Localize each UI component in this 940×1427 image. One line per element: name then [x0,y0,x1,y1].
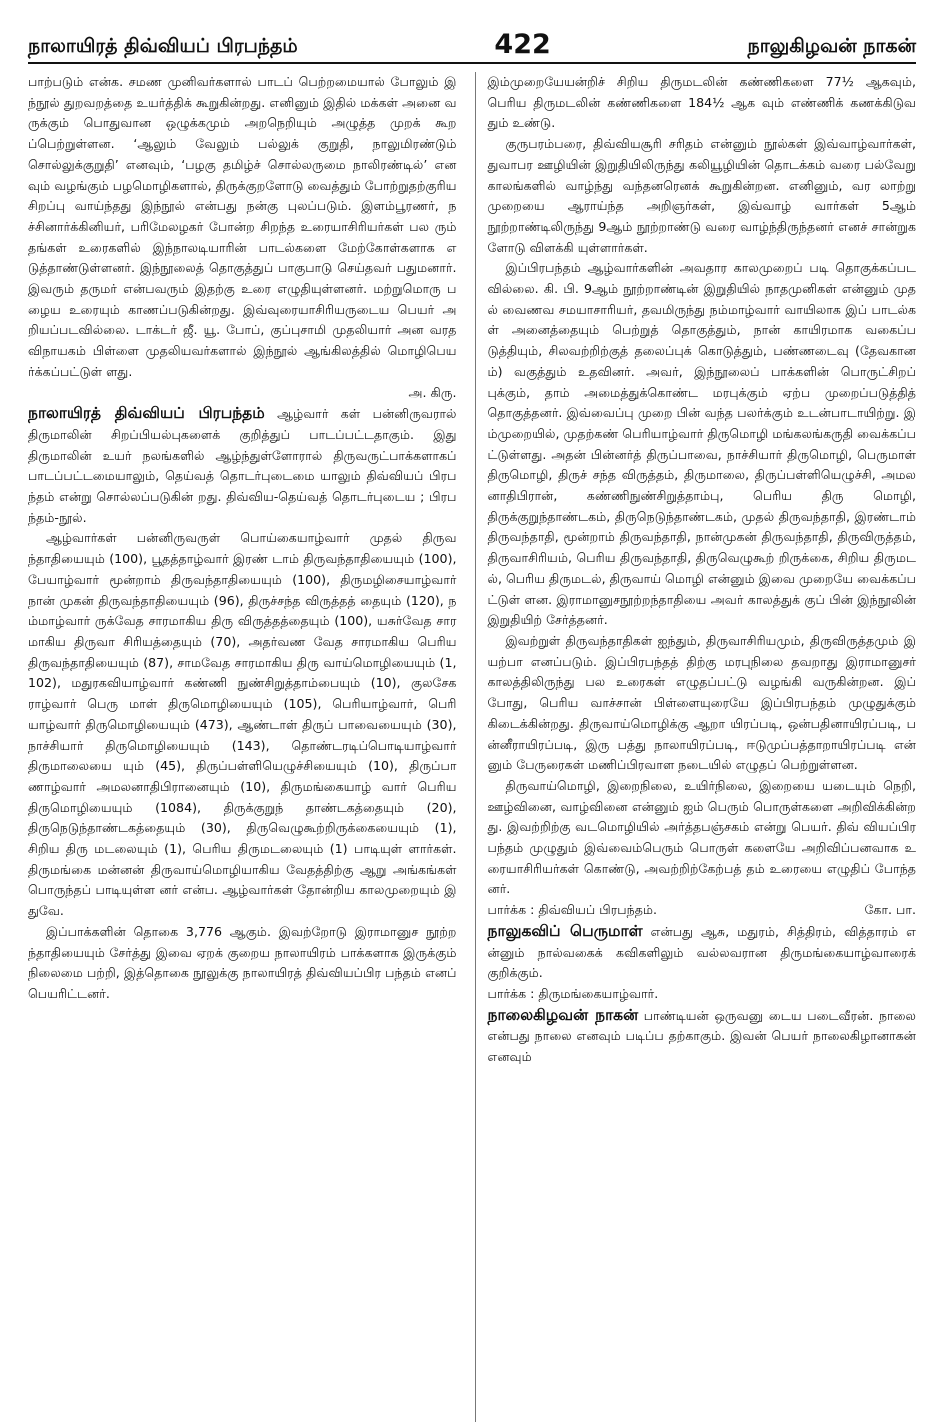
two-column-body [28,72,916,1422]
paragraph-arthapanchakam: திருவாய்மொழி, இறைநிலை, உயிர்நிலை, இறையை யடையும் நெறி, ஊழ்வினை, வாழ்வினை என்னும் ஐம் பெரும் பொருள்களை அறிவிக்கின்றது. இவற்றிற்கு வடமொழியில் அர்த்தபஞ்சகம் என்று பெயர். திவ் வியப்பிரபந்தம் முழுதும் இவ்வைம்பெரும் பொருள் களையே அறிவிப்பனவாக உரையாசிரியர்கள் கொண்டு, அவற்றிற்கேற்பத் தம் உரையை எழுதிப் போந்தனர். [487,777,916,897]
entry-text: பாண்டியன் ஒருவனு டைய படைவீரன். நாலை என்பது நாலை எனவும் படிப்ப தற்காகும். இவன் பெயர் நாலைகிழானாகன் எனவும் [487,1007,916,1065]
see-also-row [488,900,917,921]
author-signature-row [28,383,457,404]
paragraph-madal-count: இம்முறையேயன்றிச் சிறிய திருமடலின் கண்ணிகளை 77½ ஆகவும், பெரிய திருமடலின் கண்ணிகளை 184½ ஆக வும் எண்ணிக் கணக்கிடுவதும் உண்டு. [487,74,916,131]
entry-nalaikizhavan [488,1005,917,1068]
entry-text: என்பது ஆசு, மதுரம், சித்திரம், வித்தாரம் என்னும் நால்வகைக் கவிகளிலும் வல்லவரான திருமங்கையாழ்வாரைக் குறிக்கும். [487,923,916,981]
entry-nalayira [28,403,457,528]
paragraph-continuation: பாற்படும் என்க. சமண முனிவர்களால் பாடப் பெற்றமையால் போலும் இந்நூல் துறவறத்தை உயர்த்திக் கூறுகின்றது. எனினும் இதில் மக்கள் அனை வருக்கும் பொதுவான ஒழுக்கமும் அறநெறியும் அழுத்த முறக் கூறப்பெற்றுள்ளன. ‘ஆலும் வேலும் பல்லுக் குறுதி, நாலுமிரண்டும் சொல்லுக்குறுதி’ எனவும், ‘பழகு தமிழ்ச் சொல்லருமை நாலிரண்டில்’ எனவும் வழங்கும் பழமொழிகளால், திருக்குறளோடு வைத்தும் போற்றுதற்குரிய சிறப்பு வாய்ந்தது இந்நூல் என்பது நன்கு புலப்படும். இளம்பூரணர், நச்சினார்க்கினியர், பரிமேலழகர் போன்ற சிறந்த உரையாசிரியர்கள் பல ரும் தங்கள் உரைகளில் இந்நாலடியாரின் பாடல்களை மேற்கோள்களாக எடுத்தாண்டுள்ளனர். இந்நூலைத் தொகுத்துப் பாகுபாடு செய்தவர் பதுமனார். இவரும் தருமர் என்பவரும் இதற்கு உரை எழுதியுள்ளனர். மற்றுமொரு பழைய உரையும் காணப்படுகின்றது. இவ்வுரையாசிரியருடைய பெயர் அறியப்படவில்லை. டாக்டர் ஜீ. யூ. போப், குப்புசாமி முதலியார் அன வரத விநாயகம் பிள்ளை முதலியவர்களால் இந்நூல் ஆங்கிலத்தில் மொழிபெயர்க்கப்பட்டுள் ளது. [28,74,457,379]
entry-text: ஆழ்வார் கள் பன்னிருவரால் திருமாலின் சிறப்பியல்புகளைக் குறித்துப் பாடப்பட்டதாகும். இது திருமாலின் உயர் நலங்களில் ஆழ்ந்துள்ளோரால் திருவருட்பாக்களாகப் பாடப்பட்டமையாலும், தெய்வத் தொடர்புடைமை யாலும் திவ்வியப் பிரபந்தம் என்று சொல்லப்படுகின் றது. திவ்விய-தெய்வத் தொடர்புடைய ; பிரபந்தம்-நூல். [28,406,457,525]
author-signature: கோ. பா. [864,902,916,918]
header-left-title: நாலாயிரத் திவ்வியப் பிரபந்தம் [28,35,298,57]
page-number: 422 [494,29,551,60]
entry-nalukavi [488,921,917,984]
entry-headword: நாலுகவிப் பெருமாள் [487,921,643,940]
entry-headword: நாலைகிழவன் நாகன் [487,1005,639,1024]
header-right-title: நாலுகிழவன் நாகன் [747,35,916,57]
paragraph-commentaries: இவற்றுள் திருவந்தாதிகள் ஐந்தும், திருவாசிரியமும், திருவிருத்தமும் இயற்பா எனப்படும். இப்பிரபந்தத் திற்கு மரபுநிலை தவறாது இராமானுசர் காலத்திலிருந்து பல உரைகள் எழுதப்பட்டு வழங்கி வருகின்றன. இப் போது, பெரிய வாச்சான் பிள்ளையுரையே இப்பிரபந்தம் முழுதுக்கும் கிடைக்கின்றது. திருவாய்மொழிக்கு ஆறா யிரப்படி, ஒன்பதினாயிரப்படி, பன்னீராயிரப்படி, இரு பத்து நாலாயிரப்படி, ஈடுமுப்பத்தாறாயிரப்படி என் னும் பேருரைகள் மணிப்பிரவாள நடையில் எழுதப் பெற்றுள்ளன. [487,632,916,773]
see-also-line: பார்க்க : திருமங்கையாழ்வார். [487,985,659,1001]
see-also: பார்க்க : திவ்வியப் பிரபந்தம். [487,902,658,918]
paragraph-total-count: இப்பாக்களின் தொகை 3,776 ஆகும். இவற்றோடு இராமானுச நூற்றந்தாதியையும் சேர்த்து இவை ஏறக் குறைய நாலாயிரம் பாக்களாக இருக்கும் நிலைமை பற்றி, இத்தொகை நூலுக்கு நாலாயிரத் திவ்வியப்பிர பந்தம் எனப் பெயரிட்டனர். [28,923,457,1001]
paragraph-alwars-works: ஆழ்வார்கள் பன்னிருவருள் பொய்கையாழ்வார் முதல் திருவந்தாதியையும் (100), பூதத்தாழ்வார் இரண் டாம் திருவந்தாதியையும் (100), பேயாழ்வார் மூன்றாம் திருவந்தாதியையும் (100), திருமழிசையாழ்வார் நான் முகன் திருவந்தாதியையும் (96), திருச்சந்த விருத்தத் தையும் (120), நம்மாழ்வார் ருக்வேத சாரமாகிய திரு விருத்தத்தையும் (100), யசுர்வேத சாரமாகிய திருவா சிரியத்தையும் (70), அதர்வண வேத சாரமாகிய பெரிய திருவந்தாதியையும் (87), சாமவேத சாரமாகிய திரு வாய்மொழியையும் (1,102), மதுரகவியாழ்வார் கண்ணி நுண்சிறுத்தாம்பையும் (10), குலசேகராழ்வார் பெரு மாள் திருமொழியையும் (105), பெரியாழ்வார், பெரி யாழ்வார் திருமொழியையும் (473), ஆண்டாள் திருப் பாவையையும் (30), நாச்சியார் திருமொழியையும் (143), தொண்டரடிப்பொடியாழ்வார் திருமாலையை யும் (45), திருப்பள்ளியெழுச்சியையும் (10), திருப்பா ணாழ்வார் அமலனாதிபிரானையும் (10), திருமங்கையாழ் வார் பெரிய திருமொழியையும் (1084), திருக்குறுந் தாண்டகத்தையும் (20), திருநெடுந்தாண்டகத்தையும் (30), திருவெழுகூற்றிருக்கையையும் (1), சிறிய திரு மடலையும் (1), பெரிய திருமடலையும் (1) பாடியுள் ளார்கள். திருமங்கை மன்னன் திருவாய்மொழியாகிய வேதத்திற்கு ஆறு அங்கங்கள் பொருந்தப் பாடியுள்ள னர் என்ப. ஆழ்வார்கள் தோன்றிய காலமுறையும் இதுவே. [28,530,457,919]
paragraph-compilation: இப்பிரபந்தம் ஆழ்வார்களின் அவதார காலமுறைப் படி தொகுக்கப்படவில்லை. கி. பி. 9ஆம் நூற்றாண்டின் இறுதியில் நாதமுனிகள் என்னும் முதல் வைணவ சமயாசாரியர், தவமிருந்து நம்மாழ்வார் வாயிலாக இப் பாடல்கள் அனைத்தையும் பெற்றுத் தொகுத்தும், நான் காயிரமாக வகைப்படுத்தியும், சிலவற்றிற்குத் தலைப்புக் கொடுத்தும், பண்ணடைவு (தேவகானம்) வகுத்தும் உதவினர். அவர், இந்நூலைப் பாக்களின் பொருட்சிறப் புக்கும், தாம் அமைத்துக்கொண்ட மரபுக்கும் ஏற்ப முறைப்படுத்தித் தொகுத்தனர். இவ்வைப்பு முறை பின் வந்த பலர்க்கும் உடன்பாடாயிற்று. இம்முறையில், முதற்கண் பெரியாழ்வார் திருமொழி மங்கலங்கருதி வைக்கப்பட்டுள்ளது. அதன் பின்னர்த் திருப்பாவை, நாச்சியார் திருமொழி, பெருமாள் திருமொழி, திருச் சந்த விருத்தம், திருமாலை, திருப்பள்ளியெழுச்சி, அமல னாதிபிரான், கண்ணிநுண்சிறுத்தாம்பு, பெரிய திரு மொழி, திருக்குறுந்தாண்டகம், திருநெடுந்தாண்டகம், முதல் திருவந்தாதி, இரண்டாம் திருவந்தாதி, மூன்றாம் திருவந்தாதி, நான்முகன் திருவந்தாதி, திருவிருத்தம், திருவாசிரியம், பெரிய திருவந்தாதி, திருவெழுகூற் றிருக்கை, சிறிய திருமடல், பெரிய திருமடல், திருவாய் மொழி என்னும் இவை முறையே வைக்கப்பட்டுள் ளன. இராமானுசநூற்றந்தாதியை அவர் காலத்துக் குப் பின் இந்நூலின் இறுதியிற் சேர்த்தனர். [487,260,916,628]
paragraph-guruparampara: குருபரம்பரை, திவ்வியசூரி சரிதம் என்னும் நூல்கள் இவ்வாழ்வார்கள், துவாபர ஊழியின் இறுதியிலிருந்து கலியூழியின் தொடக்கம் வரை பல்வேறு காலங்களில் வாழ்ந்து வந்தனரெனக் கூறுகின்றன. எனினும், வர லாற்று முறையை ஆராய்ந்த அறிஞர்கள், இவ்வாழ் வார்கள் 5ஆம் நூற்றாண்டிலிருந்து 9ஆம் நூற்றாண்டு வரை வாழ்ந்திருந்தனர் எனச் சான்றுகளோடு விளக்கி யுள்ளார்கள். [487,136,916,255]
right-column [475,72,917,1422]
author-signature: அ. கிரு. [408,384,457,400]
page-header [28,20,916,64]
left-column [28,72,457,1422]
entry-headword: நாலாயிரத் திவ்வியப் பிரபந்தம் [28,404,265,423]
